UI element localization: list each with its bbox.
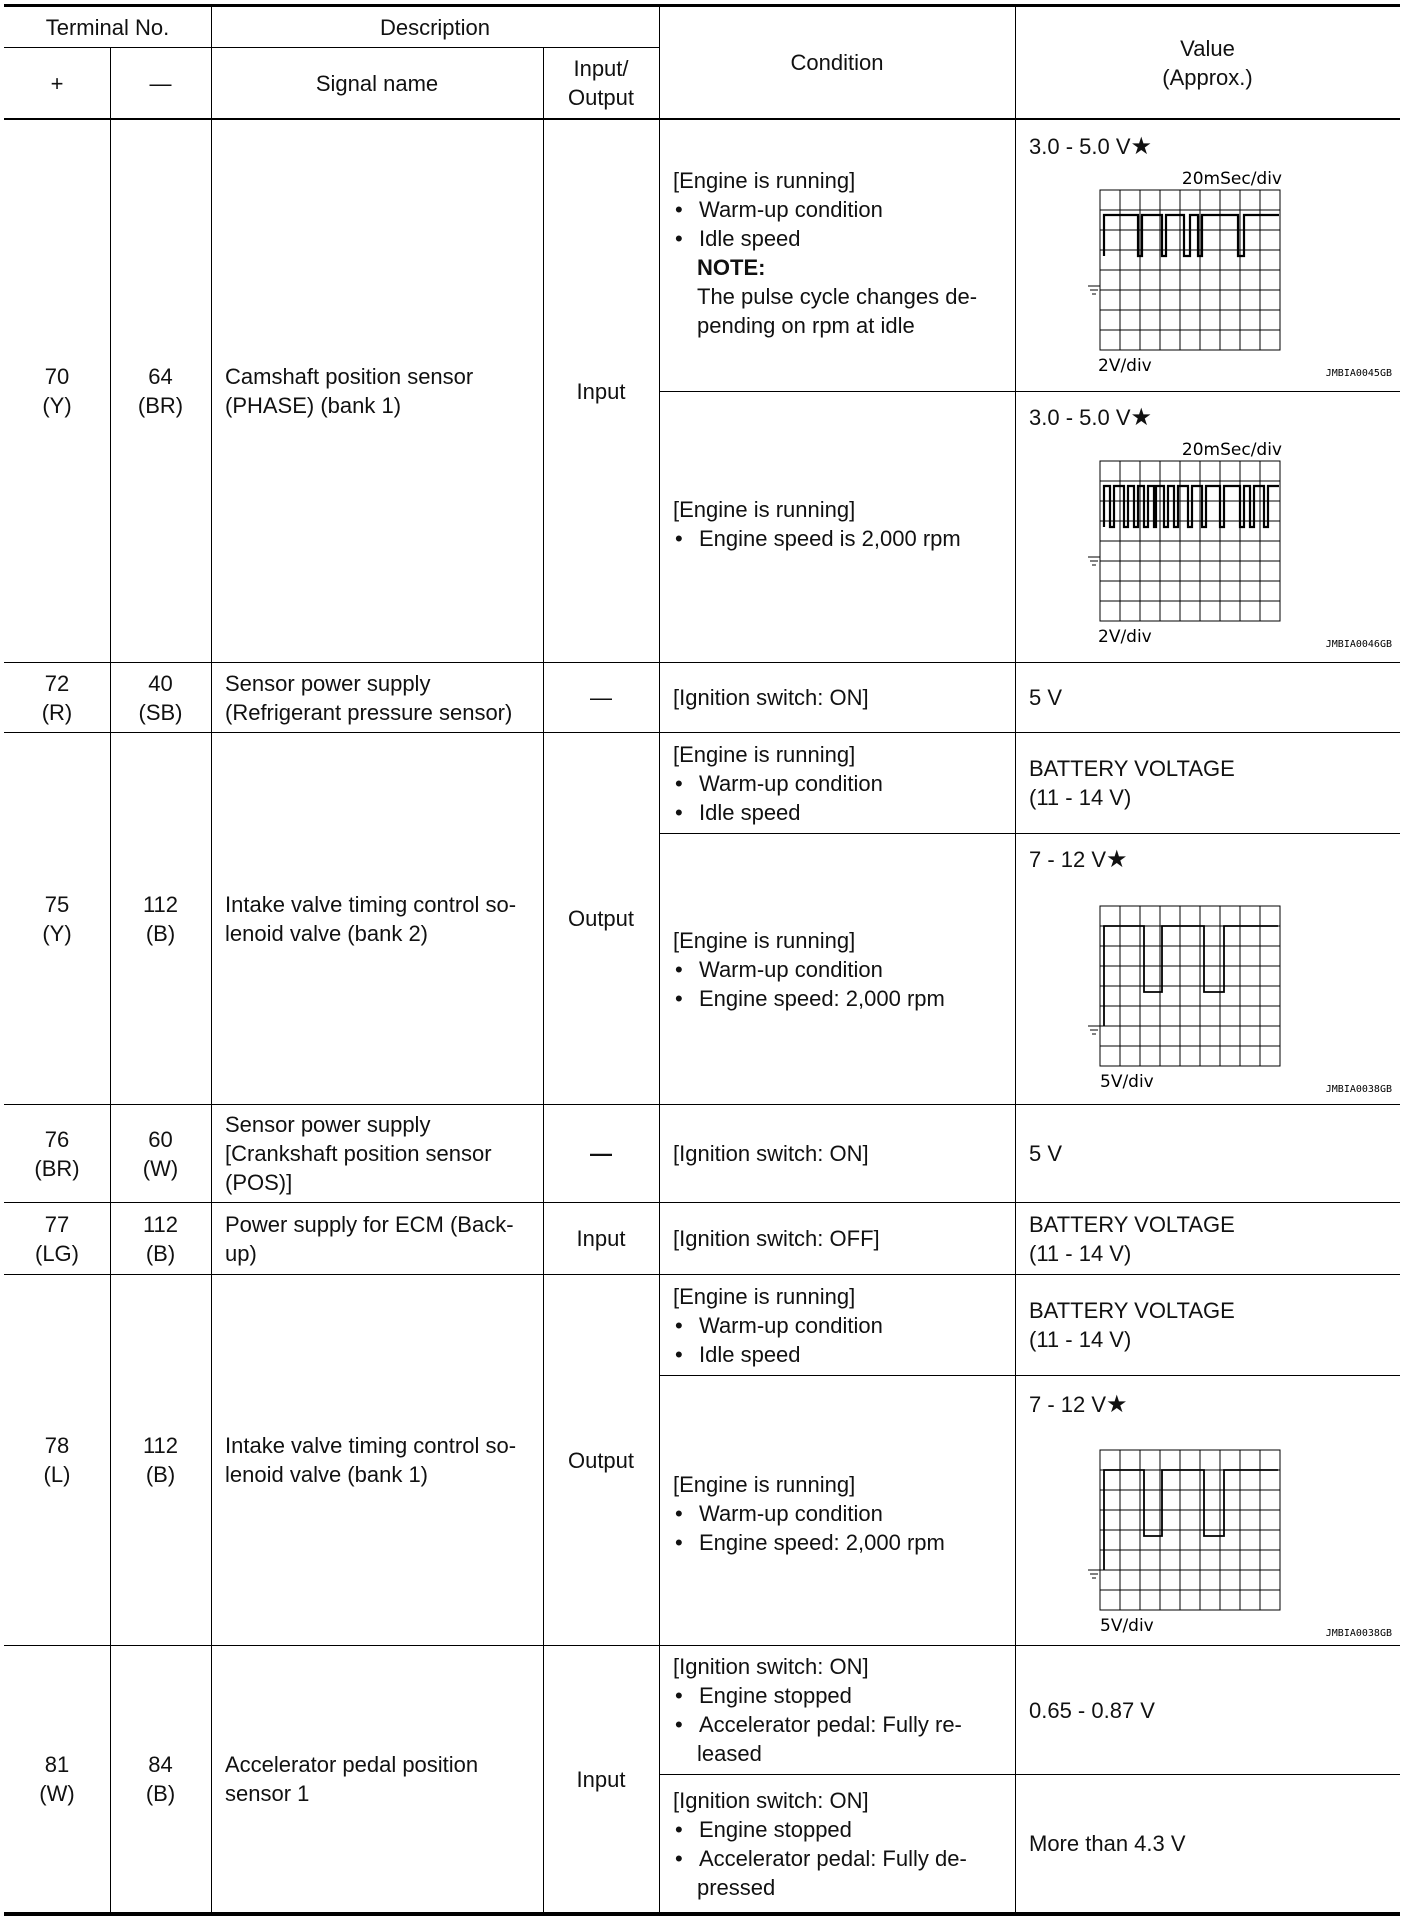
row72-value-text: 5 V (1029, 685, 1063, 710)
row70-condition-1 (659, 166, 1015, 340)
star-icon: ★ (1106, 1391, 1128, 1418)
row76-value-text: 5 V (1029, 1141, 1063, 1166)
col-divider-terminal-description (211, 4, 212, 1912)
row75-signal-line2: lenoid valve (bank 2) (225, 920, 429, 946)
row78-c1-bullet-2-text: Idle speed (699, 1341, 801, 1367)
star-icon: ★ (1106, 846, 1128, 873)
row81-minus-color: (B) (145, 1781, 176, 1806)
row70-signal-line1: Camshaft position sensor (225, 364, 474, 389)
row78-split-rule (659, 1375, 1400, 1376)
row70-c1-bullet-1-text: Warm-up condition (699, 197, 883, 222)
row75-c2-head: [Engine is running] (673, 928, 856, 953)
row75-c2-bullet-1 (673, 955, 1015, 984)
row81-c1-bullet-2-cont: leased (697, 1741, 762, 1766)
row81-signal-line1: Accelerator pedal position (225, 1752, 479, 1777)
row81-minus (110, 1646, 211, 1912)
oscilloscope-waveform-ivt-bank2 (1074, 886, 1394, 1102)
row72-condition (659, 663, 1015, 732)
row75-minus (110, 733, 211, 1104)
oscilloscope-waveform-camshaft-2000rpm (1074, 441, 1394, 657)
row72-minus-color: (SB) (138, 699, 183, 725)
row81-condition-2 (659, 1775, 1015, 1912)
bullet-dot: • (675, 526, 683, 551)
row70-c2-bullet-1 (673, 524, 1015, 553)
row75-c1-bullet-2-text: Idle speed (699, 799, 801, 825)
header-minus-text: — (149, 70, 172, 96)
bullet-dot: • (675, 1712, 683, 1737)
row77-minus (110, 1203, 211, 1274)
row72-condition-text: [Ignition switch: ON] (673, 685, 869, 710)
row78-minus (110, 1275, 211, 1645)
bullet-dot: • (675, 1683, 683, 1708)
scope-volt-div: 2V/div (1098, 356, 1152, 376)
row77-minus-terminal: 112 (142, 1211, 179, 1237)
row78-plus-terminal: 78 (44, 1433, 70, 1458)
row78-c2-head: [Engine is running] (673, 1472, 856, 1497)
header-bottom-rule (4, 118, 1400, 120)
row75-v2-text: 7 - 12 V (1029, 847, 1107, 872)
image-code: JMBIA0045GB (1325, 368, 1392, 379)
row75-plus-terminal: 75 (44, 891, 70, 917)
row76-condition (659, 1105, 1015, 1202)
row76-minus-color: (W) (142, 1155, 179, 1181)
row75-minus-terminal: 112 (142, 891, 179, 917)
row75-c1-head: [Engine is running] (673, 741, 856, 767)
oscilloscope-waveform-ivt-bank1 (1074, 1430, 1394, 1646)
row81-condition-1 (659, 1646, 1015, 1774)
header-terminal-no-text: Terminal No. (45, 14, 170, 40)
row81-plus (4, 1646, 110, 1912)
row70-c2-head: [Engine is running] (673, 497, 856, 522)
row81-c2-bullet-1 (673, 1815, 1015, 1844)
bullet-dot: • (675, 986, 683, 1011)
oscilloscope-waveform-camshaft-idle (1074, 170, 1394, 386)
row70-condition-2 (659, 495, 1015, 553)
scope-grid-lines (1100, 1450, 1280, 1610)
row75-v1-line1: BATTERY VOLTAGE (1029, 756, 1235, 781)
row70-v2-text: 3.0 - 5.0 V (1029, 405, 1131, 430)
row78-value-2 (1015, 1390, 1400, 1419)
row75-c2-bullet-2-text: Engine speed: 2,000 rpm (699, 986, 945, 1011)
row81-c2-bullet-2-cont: pressed (697, 1874, 776, 1900)
header-condition-text: Condition (790, 50, 884, 75)
row78-v1-line1: BATTERY VOLTAGE (1029, 1298, 1235, 1323)
row76-minus (110, 1105, 211, 1202)
row78-signal-line2: lenoid valve (bank 1) (225, 1462, 429, 1487)
row77-minus-color: (B) (145, 1240, 176, 1266)
row72-minus-terminal: 40 (148, 670, 173, 696)
row75-io (543, 733, 659, 1104)
row77-plus-terminal: 77 (44, 1211, 70, 1237)
bullet-dot: • (675, 1501, 683, 1526)
row75-condition-1 (659, 733, 1015, 833)
row70-c1-note-label: NOTE: (697, 255, 766, 280)
header-value (1015, 7, 1400, 118)
row81-c1-bullet-2-text: Accelerator pedal: Fully re- (699, 1712, 962, 1737)
row77-value-line1: BATTERY VOLTAGE (1029, 1211, 1235, 1237)
header-terminal-no (4, 7, 211, 47)
row77-plus-color: (LG) (35, 1240, 79, 1266)
row70-value-1 (1015, 132, 1400, 161)
row81-c1-bullet-2 (673, 1710, 1015, 1739)
row75-c1-bullet-1-text: Warm-up condition (699, 770, 883, 796)
row78-c2-bullet-2 (673, 1528, 1015, 1557)
terminal-table (4, 4, 1400, 1916)
row72-signal-line1: Sensor power supply (225, 670, 431, 696)
ground-symbol (1088, 286, 1100, 294)
row78-v2-text: 7 - 12 V (1029, 1392, 1107, 1417)
row75-value-2 (1015, 845, 1400, 874)
row78-condition-1 (659, 1275, 1015, 1375)
row70-signal-line2: (PHASE) (bank 1) (225, 393, 402, 418)
image-code: JMBIA0038GB (1325, 1628, 1392, 1639)
ground-symbol (1088, 1026, 1100, 1034)
row75-c1-bullet-2 (673, 798, 1015, 827)
row70-plus-color: (Y) (42, 393, 72, 418)
row77-signal-line1: Power supply for ECM (Back- (225, 1211, 514, 1237)
bullet-dot: • (675, 197, 683, 222)
row70-c1-head: [Engine is running] (673, 168, 856, 193)
header-io-line1: Input/ (573, 56, 629, 81)
row70-c2-bullet-1-text: Engine speed is 2,000 rpm (699, 526, 961, 551)
row72-io-text: — (590, 685, 612, 710)
row81-value-1 (1015, 1646, 1400, 1774)
row76-condition-text: [Ignition switch: ON] (673, 1141, 869, 1166)
row78-minus-color: (B) (145, 1462, 176, 1487)
bullet-dot: • (675, 1845, 683, 1871)
row70-signal-name (225, 120, 543, 662)
header-input-output (543, 48, 659, 118)
header-condition (659, 7, 1015, 118)
header-io-line2: Output (567, 85, 635, 110)
star-icon: ★ (1130, 404, 1153, 431)
row81-c1-bullet-1 (673, 1681, 1015, 1710)
row76-plus-terminal: 76 (44, 1126, 70, 1152)
header-signal-name (211, 48, 543, 118)
scope-waveform (1104, 1470, 1278, 1570)
scope-grid-lines (1100, 906, 1280, 1066)
row75-signal-name (225, 733, 543, 1104)
row78-v1-line2: (11 - 14 V) (1029, 1327, 1132, 1352)
row81-minus-terminal: 84 (148, 1752, 173, 1777)
row76-signal-line1: Sensor power supply (225, 1112, 431, 1137)
row81-c2-bullet-2 (673, 1844, 1015, 1873)
row70-c1-note-line1: The pulse cycle changes de- (697, 284, 978, 309)
row81-plus-color: (W) (39, 1781, 75, 1806)
row70-minus (110, 120, 211, 662)
row72-plus (4, 663, 110, 732)
row75-condition-2 (659, 926, 1015, 1013)
row77-signal-name (225, 1203, 543, 1274)
row70-io (543, 120, 659, 662)
row78-c2-bullet-1 (673, 1499, 1015, 1528)
row76-signal-line3: (POS)] (225, 1170, 293, 1195)
row81-signal-name (225, 1646, 543, 1912)
row78-plus-color: (L) (43, 1462, 71, 1487)
row72-plus-color: (R) (41, 699, 73, 725)
row81-v1-text: 0.65 - 0.87 V (1029, 1697, 1155, 1723)
bullet-dot: • (675, 799, 683, 825)
header-description (211, 7, 659, 47)
row81-signal-line2: sensor 1 (225, 1781, 310, 1806)
bullet-dot: • (675, 226, 683, 251)
row76-signal-line2: [Crankshaft position sensor (225, 1141, 492, 1166)
bullet-dot: • (675, 1341, 683, 1367)
header-value-line2: (Approx.) (1162, 64, 1253, 90)
row77-condition (659, 1203, 1015, 1274)
bullet-dot: • (675, 1530, 683, 1555)
scope-time-div: 20mSec/div (1181, 441, 1282, 460)
bullet-dot: • (675, 1816, 683, 1842)
row75-v1-line2: (11 - 14 V) (1029, 785, 1132, 810)
row72-signal-name (225, 663, 543, 732)
row70-plus-terminal: 70 (44, 364, 70, 389)
row78-c1-bullet-2 (673, 1340, 1015, 1369)
scope-volt-div: 2V/div (1098, 627, 1152, 647)
row75-plus-color: (Y) (42, 920, 72, 946)
row76-io-text: — (590, 1141, 612, 1166)
row77-condition-text: [Ignition switch: OFF] (673, 1226, 880, 1251)
row75-signal-line1: Intake valve timing control so- (225, 891, 517, 917)
row78-condition-2 (659, 1470, 1015, 1557)
row70-value-2 (1015, 403, 1400, 432)
row81-v2-text: More than 4.3 V (1029, 1831, 1186, 1856)
row72-io (543, 663, 659, 732)
row76-signal-name (225, 1105, 543, 1202)
ground-symbol (1088, 557, 1100, 565)
scope-time-div: 20mSec/div (1181, 170, 1282, 189)
row77-value (1015, 1203, 1400, 1274)
row70-c1-bullet-2 (673, 224, 1015, 253)
row70-plus (4, 120, 110, 662)
row81-value-2 (1015, 1775, 1400, 1912)
row76-minus-terminal: 60 (148, 1126, 173, 1152)
row75-minus-color: (B) (145, 920, 176, 946)
row70-c1-note-line2: pending on rpm at idle (697, 313, 915, 338)
row70-c1-bullet-1 (673, 195, 1015, 224)
row75-value-1 (1015, 733, 1400, 833)
row78-value-1 (1015, 1275, 1400, 1375)
row81-c2-bullet-2-text: Accelerator pedal: Fully de- (699, 1845, 967, 1871)
row81-plus-terminal: 81 (44, 1752, 70, 1777)
row78-signal-line1: Intake valve timing control so- (225, 1433, 517, 1458)
row72-minus (110, 663, 211, 732)
row77-io (543, 1203, 659, 1274)
row81-c1-bullet-1-text: Engine stopped (699, 1683, 852, 1708)
row72-plus-terminal: 72 (44, 670, 70, 696)
row81-c2-bullet-1-text: Engine stopped (699, 1816, 852, 1842)
row81-c1-head: [Ignition switch: ON] (673, 1654, 869, 1679)
row75-c1-bullet-1 (673, 769, 1015, 798)
header-signal-name-text: Signal name (315, 70, 439, 96)
image-code: JMBIA0038GB (1325, 1084, 1392, 1095)
row76-io (543, 1105, 659, 1202)
header-value-line1: Value (1180, 35, 1235, 61)
row70-c1-bullet-2-text: Idle speed (699, 226, 801, 251)
row70-v1-text: 3.0 - 5.0 V (1029, 134, 1131, 159)
row78-c1-bullet-1-text: Warm-up condition (699, 1312, 883, 1338)
row78-c2-bullet-2-text: Engine speed: 2,000 rpm (699, 1530, 945, 1555)
table-bottom-rule (4, 1912, 1400, 1916)
bullet-dot: • (675, 1312, 683, 1338)
row78-minus-terminal: 112 (142, 1433, 179, 1458)
bullet-dot: • (675, 957, 683, 982)
row81-io-text: Input (576, 1766, 626, 1792)
row70-minus-color: (BR) (137, 393, 184, 418)
row78-c1-head: [Engine is running] (673, 1283, 856, 1309)
row72-signal-line2: (Refrigerant pressure sensor) (225, 699, 513, 725)
row77-io-text: Input (576, 1226, 626, 1251)
row75-c2-bullet-2 (673, 984, 1015, 1013)
row75-plus (4, 733, 110, 1104)
row75-split-rule (659, 833, 1400, 834)
row70-minus-terminal: 64 (148, 364, 173, 389)
star-icon: ★ (1130, 133, 1153, 160)
bullet-dot: • (675, 770, 683, 796)
row81-io (543, 1646, 659, 1912)
image-code: JMBIA0046GB (1325, 639, 1392, 650)
col-divider-condition-value (1015, 4, 1016, 1912)
row78-io (543, 1275, 659, 1645)
row70-io-text: Input (576, 378, 626, 404)
header-description-text: Description (379, 14, 491, 40)
row78-c1-bullet-1 (673, 1311, 1015, 1340)
scope-volt-div: 5V/div (1100, 1072, 1154, 1092)
row78-c2-bullet-1-text: Warm-up condition (699, 1501, 883, 1526)
row72-value (1015, 663, 1400, 732)
row78-plus (4, 1275, 110, 1645)
row78-io-text: Output (567, 1447, 635, 1473)
row76-plus (4, 1105, 110, 1202)
row77-plus (4, 1203, 110, 1274)
scope-waveform (1104, 926, 1278, 1026)
row77-value-line2: (11 - 14 V) (1029, 1240, 1132, 1266)
scope-volt-div: 5V/div (1100, 1616, 1154, 1636)
header-minus (110, 48, 211, 118)
row81-c2-head: [Ignition switch: ON] (673, 1787, 869, 1813)
row77-signal-line2: up) (225, 1240, 257, 1266)
row76-value (1015, 1105, 1400, 1202)
row70-split-rule (659, 391, 1400, 392)
header-plus (4, 48, 110, 118)
row76-plus-color: (BR) (34, 1155, 80, 1181)
row75-io-text: Output (567, 906, 635, 931)
header-plus-text: + (50, 70, 64, 96)
row78-signal-name (225, 1275, 543, 1645)
ground-symbol (1088, 1570, 1100, 1578)
row75-c2-bullet-1-text: Warm-up condition (699, 957, 883, 982)
